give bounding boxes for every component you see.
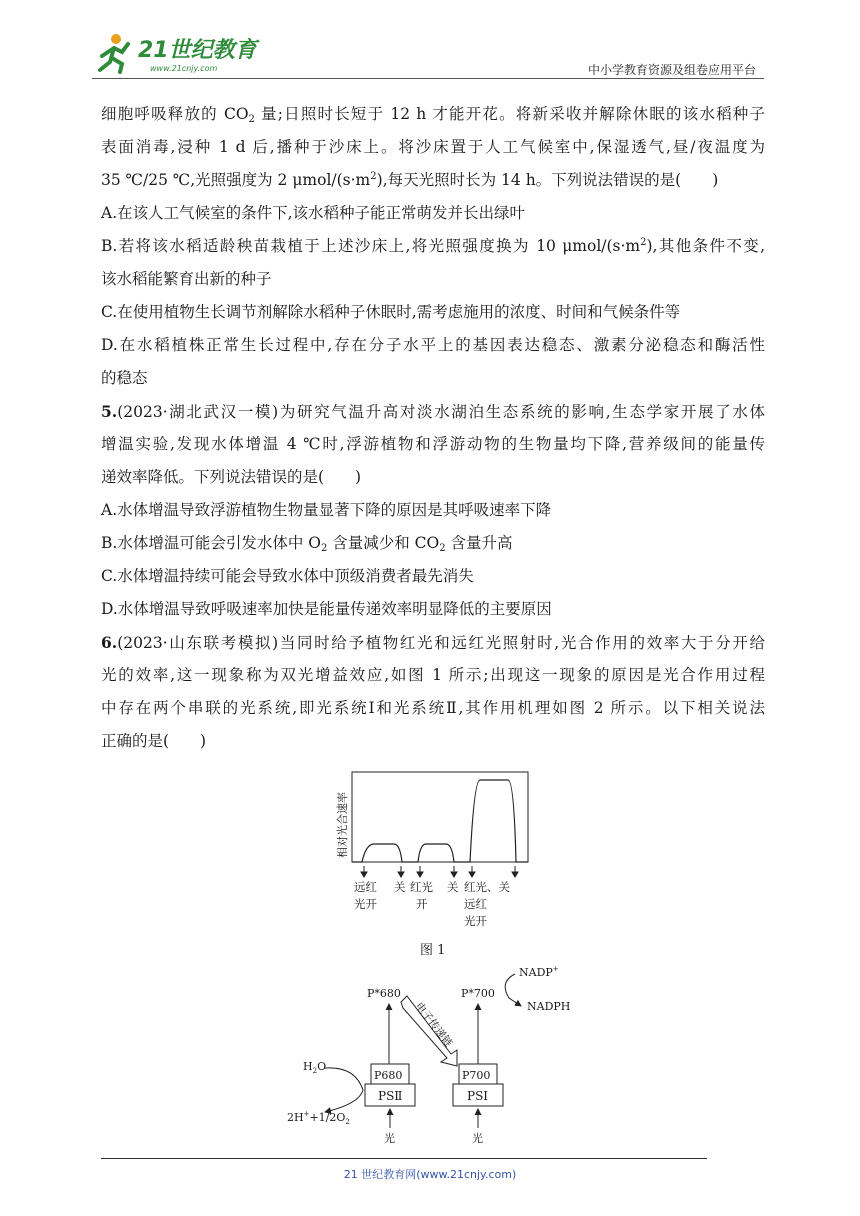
figure-2 [285, 962, 615, 1148]
p700-label: P700 [462, 1069, 491, 1082]
text-line: 光的效率,这一现象称为双光增益效应,如图 1 所示;出现这一现象的原因是光合作用过程 [101, 666, 765, 684]
option-b-cont: 该水稻能繁育出新的种子 [101, 270, 272, 288]
question-number: 6. [101, 633, 118, 652]
question-5-stem: 5.(2023·湖北武汉一模)为研究气温升高对淡水湖泊生态系统的影响,生态学家开展了水体 [101, 402, 765, 421]
question-number: 5. [101, 402, 118, 421]
water-label: $H_2O$ [303, 1060, 327, 1075]
rate-curve [352, 780, 528, 862]
option-c: C.在使用植物生长调节剂解除水稻种子休眠时,需考虑施用的浓度、时间和气候条件等 [101, 303, 681, 321]
water-split-arrow [325, 1068, 363, 1112]
option-b: B.水体增温可能会引发水体中 $O_2$ 含量减少和 $CO_2$ 含量升高 [101, 534, 513, 554]
option-b: B.若将该水稻适龄秧苗栽植于上述沙床上,将光照强度换为 10 μmol/$(s\cdot m^2)$,其他条件不变, [101, 237, 765, 255]
text-line: 细胞呼吸释放的 $CO_2$ 量;日照时长短于 12 h 才能开花。将新采收并解除休眠的该水稻种子 [101, 105, 765, 125]
logo-url: www.21cnjy.com [150, 64, 218, 73]
footer-divider [101, 1158, 707, 1159]
question-content [101, 98, 765, 758]
ps1-label: PSⅠ [467, 1089, 489, 1103]
light-label-ps1: 光 [472, 1132, 483, 1145]
option-d-cont: 的稳态 [101, 369, 148, 387]
nadp-label: NADP+ [519, 965, 559, 979]
light-label-ps2: 光 [384, 1132, 395, 1145]
label-both-3: 光开 [464, 914, 487, 928]
option-d: D.水体增温导致呼吸速率加快是能量传递效率明显降低的主要原因 [101, 600, 552, 618]
option-a: A.水体增温导致浮游植物生物量显著下降的原因是其呼吸速率下降 [101, 501, 552, 519]
text-line: 递效率降低。下列说法错误的是( ) [101, 468, 362, 486]
label-both-2: 远红 [464, 897, 487, 911]
option-d: D.在水稻植株正常生长过程中,存在分子水平上的基因表达稳态、激素分泌稳态和酶活性 [101, 336, 765, 354]
runner-icon [100, 34, 128, 72]
figure-1 [330, 770, 530, 960]
site-logo [92, 30, 267, 76]
figure-1-caption: 图 1 [420, 943, 446, 958]
option-a: A.在该人工气候室的条件下,该水稻种子能正常萌发并长出绿叶 [101, 204, 526, 222]
products-label: $2H^++1/2O_2$ [287, 1110, 350, 1126]
page-header [92, 30, 764, 80]
electron-transport-chain [401, 996, 457, 1066]
y-axis-label: 相对光合速率 [336, 792, 349, 858]
text-line: 35 ℃/25 ℃,光照强度为 2 μmol/$(s\cdot m^2)$,每天光照时长为 14 h。下列说法错误的是( ) [101, 171, 719, 189]
plot-frame [352, 772, 528, 862]
label-red-on-2: 开 [416, 897, 428, 911]
electron-chain-label: 电子传递链 [412, 1000, 455, 1050]
text-line: 中存在两个串联的光系统,即光系统Ⅰ和光系统Ⅱ,其作用机理如图 2 所示。以下相关说法 [101, 699, 765, 717]
option-c: C.水体增温持续可能会导致水体中顶级消费者最先消失 [101, 567, 474, 585]
text-line: 正确的是( ) [101, 732, 207, 750]
text-line: 增温实验,发现水体增温 4 ℃时,浮游植物和浮游动物的生物量均下降,营养级间的能量传 [101, 435, 765, 453]
platform-name: 中小学教育资源及组卷应用平台 [587, 63, 756, 77]
label-off-1: 关 [394, 880, 406, 894]
label-far-red-on-2: 光开 [354, 897, 377, 911]
p700-excited: P*700 [461, 987, 495, 1000]
header-divider [92, 78, 764, 79]
p680-excited: P*680 [367, 987, 401, 1000]
label-far-red-on-1: 远红 [354, 880, 377, 894]
label-off-2: 关 [447, 880, 459, 894]
time-arrows [361, 866, 518, 877]
p680-label: P680 [374, 1069, 403, 1082]
label-red-on-1: 红光 [410, 880, 433, 894]
logo-text: 21世纪教育 [138, 38, 257, 63]
ps2-label: PSⅡ [378, 1089, 403, 1103]
label-both-off: 红光、关 [464, 880, 510, 894]
text-line: 表面消毒,浸种 1 d 后,播种于沙床上。将沙床置于人工气候室中,保湿透气,昼/夜温度为 [101, 138, 765, 156]
page-footer: 21 世纪教育网(www.21cnjy.com) [343, 1168, 517, 1181]
question-6-stem: 6.(2023·山东联考模拟)当同时给予植物红光和远红光照射时,光合作用的效率大于分开给 [101, 633, 765, 652]
nadph-label: NADPH [527, 1000, 571, 1013]
